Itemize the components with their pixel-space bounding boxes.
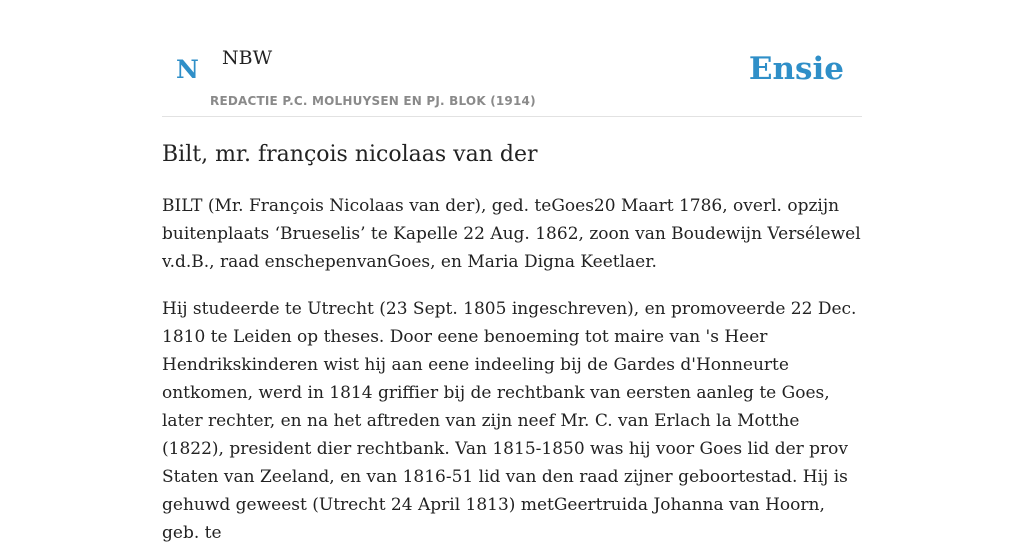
source-subtitle: REDACTIE P.C. MOLHUYSEN EN PJ. BLOK (1914)	[210, 94, 536, 108]
source-title-link[interactable]: NBW	[222, 47, 273, 69]
article	[162, 139, 862, 547]
brand-logo[interactable]: Ensie	[748, 51, 844, 87]
source-header	[162, 0, 862, 117]
article-paragraph: BILT (Mr. François Nicolaas van der), ged. teGoes20 Maart 1786, overl. opzijn buitenplaats ‘Brueselis’ te Kapelle 22 Aug. 1862, zoon van Boudewijn Versélewel v.d.B., raad enschepenvanGoes, en Maria Digna Keetlaer.	[162, 196, 861, 272]
article-title: Bilt, mr. françois nicolaas van der	[162, 142, 538, 167]
article-paragraph: Hij studeerde te Utrecht (23 Sept. 1805 ingeschreven), en promoveerde 22 Dec. 1810 te Leiden op theses. Door eene benoeming tot maire van 's Heer Hendrikskinderen wist hij aan eene indeeling bij de Gardes d'Honneurte ontkomen, werd in 1814 griffier bij de rechtbank van eersten aanleg te Goes, later rechter, en na het aftreden van zijn neef Mr. C. van Erlach la Motthe (1822), president dier rechtbank. Van 1815-1850 was hij voor Goes lid der prov Staten van Zeeland, en van 1816-51 lid van den raad zijner geboortestad. Hij is gehuwd geweest (Utrecht 24 April 1813) metGeertruida Johanna van Hoorn, geb. te	[162, 299, 857, 543]
source-logo[interactable]: N	[176, 55, 199, 84]
